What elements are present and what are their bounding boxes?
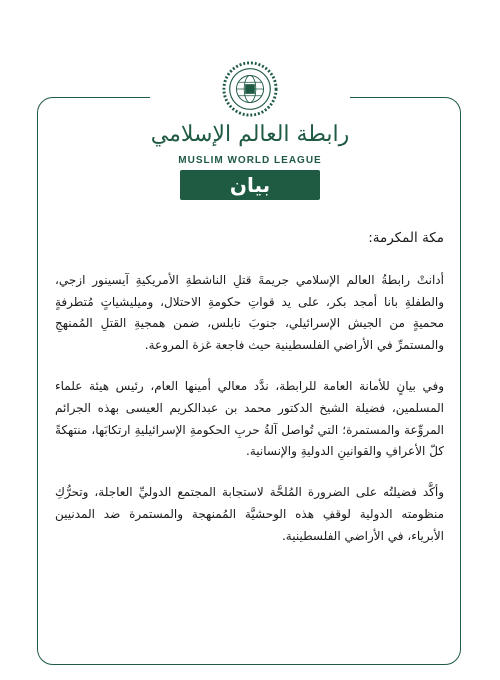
dateline-place: مكة المكرمة: bbox=[368, 230, 444, 246]
muslim-world-league-emblem-icon bbox=[221, 60, 279, 118]
statement-body bbox=[55, 228, 444, 567]
paragraph-2: وفي بيانٍ للأمانة العامة للرابطة، ندَّد معالي أمينها العام، رئيس هيئة علماء المسلمين، فضيلة الشيخ الدكتور محمد بن عبدالكريم العيسى بهذه الجرائم المروِّعة والمستمرة؛ التي تُواصل آلةُ حربِ الحكومةِ الإسرائيليةِ ارتكابَها، منتهكةً كلّ الأعرافِ والقوانينِ الدوليةِ والإنسانية. bbox=[55, 378, 444, 459]
paragraph-3: وأكَّد فضيلتُه على الضرورة المُلحَّة لاستجابة المجتمع الدوليِّ العاجلة، وتحرُّكِ منظومته الدولية لوقفِ هذه الوحشيَّة المُمنهجة والمستمرة ضد المدنيين الأبرياء، في الأراضي الفلسطينية. bbox=[55, 485, 444, 543]
statement-badge bbox=[180, 170, 320, 200]
league-name-arabic: رابطة العالم الإسلامي bbox=[150, 122, 350, 147]
statement-label: بيان bbox=[229, 173, 271, 197]
league-name-english: MUSLIM WORLD LEAGUE bbox=[178, 155, 322, 166]
paragraph-1: أدانتْ رابطةُ العالم الإسلامي جريمةَ قتلِ الناشطةِ الأمريكيةِ آيسينور ازجي، والطفلةِ بانا أمجد بكر، على يد قواتِ حكومةِ الاحتلال، وميليشياتٍ مُتطرفةٍ محميةٍ من الجيش الإسرائيلي، جنوبَ نابلس، ضمن همجيةِ القتلِ المُمنهجِ والمستمرِّ في الأراضي الفلسطينية حيث فاجعة غزة المروعة. bbox=[55, 272, 444, 353]
